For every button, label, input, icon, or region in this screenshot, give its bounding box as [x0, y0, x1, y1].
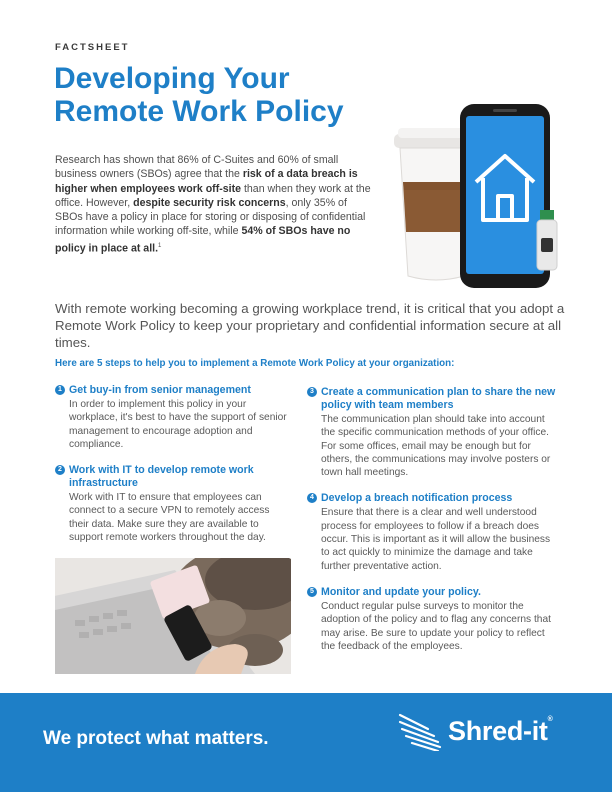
intro-bold-2: despite security risk concerns	[133, 196, 286, 209]
usb-drive-icon	[537, 210, 557, 270]
step-title-text: Work with IT to develop remote work infrastructure	[69, 464, 254, 490]
intro-bold-3: 54% of SBOs have no policy in place at all.	[55, 225, 351, 255]
intro-text-2: than when they work at the office. However,	[55, 182, 371, 209]
footer-banner	[0, 693, 612, 792]
step-title	[55, 384, 287, 397]
step-title-text: Get buy-in from senior management	[69, 384, 251, 396]
intro-text-3: , only 35% of SBOs have a policy in place for storing or disposing of confidential information while working off-site, while	[55, 196, 366, 238]
step-item	[307, 492, 557, 572]
steps-heading: Here are 5 steps to help you to implement a Remote Work Policy at your organization:	[55, 358, 455, 369]
intro-paragraph	[55, 153, 375, 256]
footer-tagline: We protect what matters.	[43, 728, 269, 749]
brand-logo	[398, 711, 552, 751]
step-title	[307, 492, 557, 505]
step-title	[55, 464, 287, 490]
trademark-symbol: ®	[547, 715, 553, 723]
step-description: Ensure that there is a clear and well understood process for employees to follow if a breach does occur. This is important as it will allow the business to act quickly to minimize the damage and take further preventative action.	[321, 507, 551, 572]
step-item	[55, 384, 287, 451]
step-item	[55, 464, 287, 544]
step-description: Conduct regular pulse surveys to monitor the adoption of the policy and to flag any concerns that may arise. Be sure to update your policy to reflect the feedback of the employees.	[321, 600, 551, 652]
step-title	[307, 586, 557, 599]
steps-column-right	[307, 386, 557, 666]
step-number-badge: 5	[307, 587, 317, 597]
steps-column-left	[55, 384, 287, 557]
intro-text-1: Research has shown that 86% of C-Suites and 60% of small business owners (SBOs) agree that the	[55, 154, 339, 181]
coffee-phone-illustration	[388, 100, 578, 290]
step-description: In order to implement this policy in your workplace, it's best to have the support of senior management to encourage adoption and compliance.	[69, 399, 287, 450]
laptop-cat-photo	[55, 558, 291, 674]
brand-name	[448, 716, 552, 747]
step-title-text: Develop a breach notification process	[321, 492, 513, 505]
brand-name-text: Shred-it	[448, 715, 548, 746]
step-number-badge: 3	[307, 387, 317, 397]
step-description: Work with IT to ensure that employees can connect to a secure VPN to remotely access their data. Make sure they are available to support remote workers throughout the day.	[69, 492, 270, 544]
step-title	[307, 386, 557, 412]
step-number-badge: 1	[55, 385, 65, 395]
eyebrow-label: FACTSHEET	[55, 42, 130, 53]
shred-stripes-icon	[398, 711, 442, 751]
step-title-text: Create a communication plan to share the new policy with team members	[321, 386, 556, 411]
step-item	[307, 586, 557, 653]
step-title-text: Monitor and update your policy.	[321, 585, 481, 598]
step-item	[307, 386, 557, 479]
footnote-marker: 1	[158, 242, 162, 249]
page-title: Developing Your Remote Work Policy	[54, 62, 344, 128]
lead-paragraph: With remote working becoming a growing workplace trend, it is critical that you adopt a Remote Work Policy to keep your proprietary and confidential information secure at all times.	[55, 301, 565, 350]
step-number-badge: 2	[55, 465, 65, 475]
step-number-badge: 4	[307, 493, 317, 503]
intro-bold-1: risk of a data breach is higher when employees work off-site	[55, 168, 358, 195]
step-description: The communication plan should take into account the specific communication methods of your office. For some offices, email may be enough but for others, the communications may involve posters or town hall meetings.	[321, 414, 551, 479]
